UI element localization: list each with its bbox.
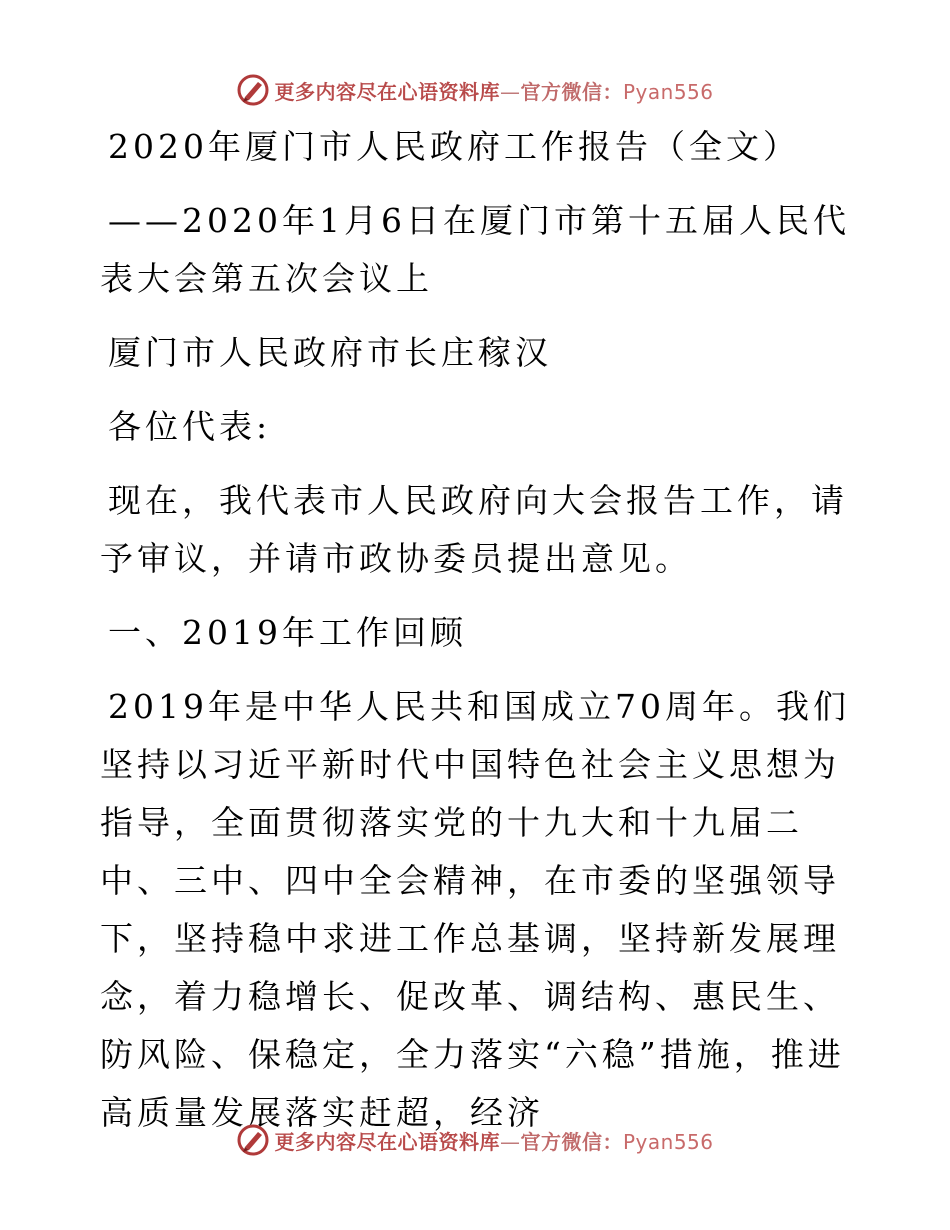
- watermark-id: Pyan556: [622, 1129, 714, 1154]
- watermark-main: 更多内容尽在心语资料库: [274, 1129, 500, 1154]
- document-salutation: 各位代表:: [108, 407, 272, 446]
- watermark-banner-top: [0, 70, 950, 110]
- watermark-text: [274, 76, 713, 105]
- document-intro: 现在，我代表市人民政府向大会报告工作，请予审议，并请市政协委员提出意见。: [100, 481, 848, 578]
- watermark-banner-bottom: [0, 1120, 950, 1160]
- document-body: [100, 118, 860, 1158]
- document-author: 厦门市人民政府市长庄稼汉: [108, 333, 552, 372]
- watermark-sub: 官方微信：: [520, 79, 623, 104]
- pen-logo-icon: [236, 73, 270, 107]
- watermark-dash: —: [499, 79, 521, 104]
- watermark-main: 更多内容尽在心语资料库: [274, 79, 500, 104]
- document-title: 2020年厦门市人民政府工作报告（全文）: [108, 127, 800, 166]
- watermark-sub: 官方微信：: [520, 1129, 623, 1154]
- watermark-id: Pyan556: [622, 79, 714, 104]
- document-paragraph: 2019年是中华人民共和国成立70周年。我们坚持以习近平新时代中国特色社会主义思想为指导，全面贯彻落实党的十九大和十九届二中、三中、四中全会精神，在市委的坚强领导下，坚持稳中求进工作总基调，坚持新发展理念，着力稳增长、促改革、调结构、惠民生、防风险、保稳定，全力落实“六稳”措施，推进高质量发展落实赶超，经济: [100, 687, 850, 1132]
- watermark-text: [274, 1126, 713, 1155]
- section-heading: 一、2019年工作回顾: [108, 613, 467, 652]
- pen-logo-icon: [236, 1123, 270, 1157]
- watermark-dash: —: [499, 1129, 521, 1154]
- document-subtitle: ——2020年1月6日在厦门市第十五届人民代表大会第五次会议上: [100, 201, 850, 298]
